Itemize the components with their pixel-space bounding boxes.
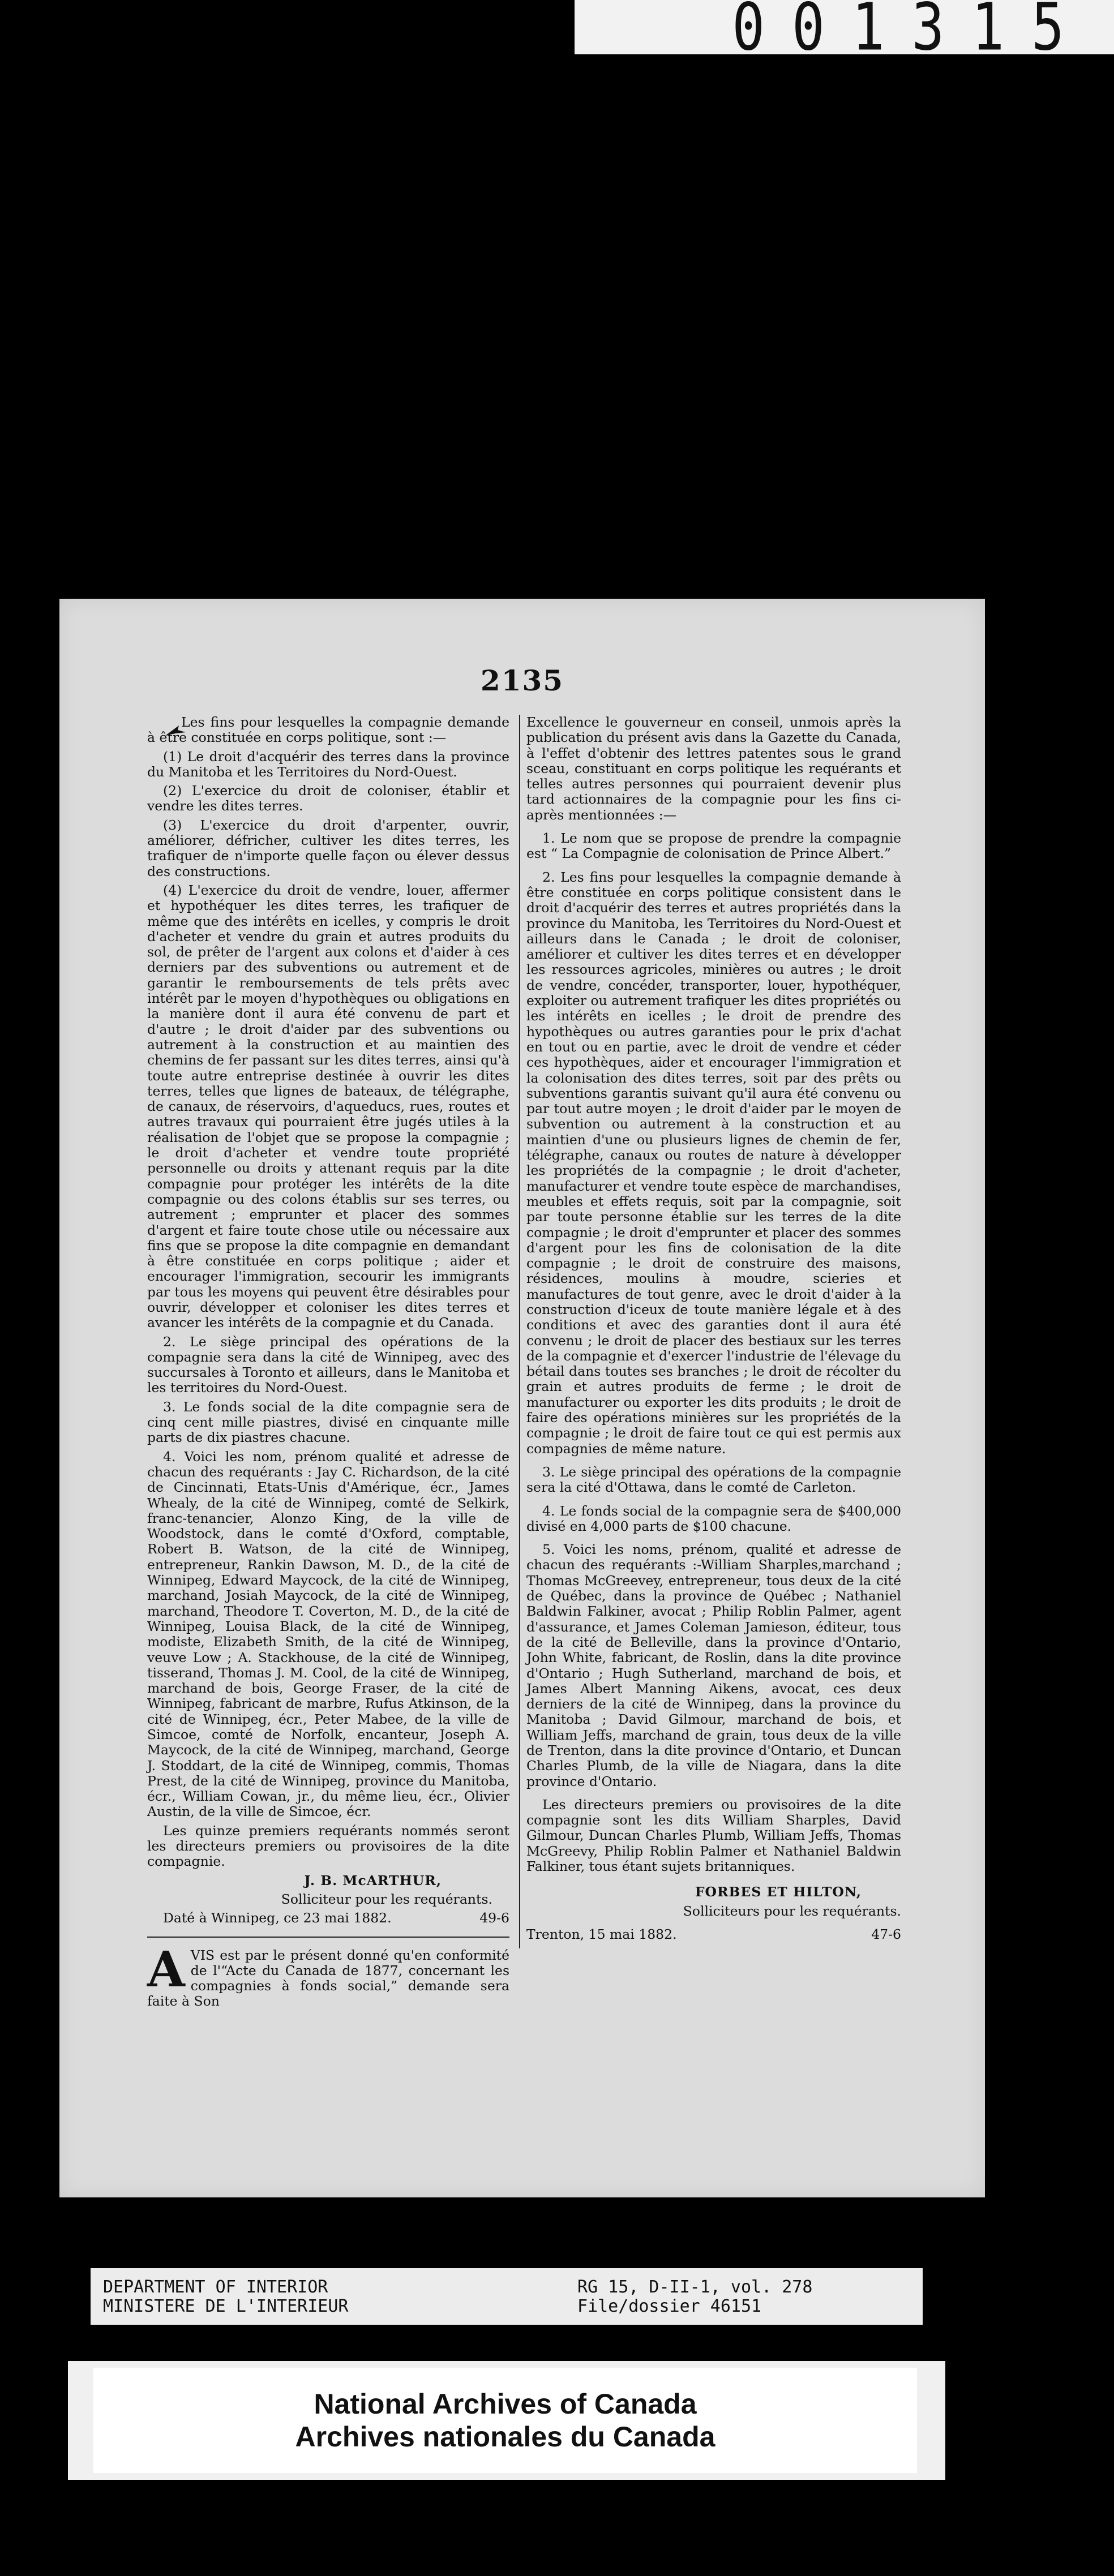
archive-reference-label <box>91 2268 923 2325</box>
film-frame-strip <box>575 0 1114 66</box>
left-para-5: (4) L'exercice du droit de vendre, louer, affermer et hypothéquer les dites terres, les trafiquer de même que des intérêts en icelles, y compris le droit d'acheter et vendre du grain et autres produits du sol, de prêter de l'argent aux colons et d'aider à ces derniers par des subventions ou autrement et de garantir le remboursements de tels prêts avec intérêt par le moyen d'hypothèques ou obligations en la manière dont il aura été convenu de part et d'autre ; le droit d'aider par des subventions ou autrement à la construction et au maintien des chemins de fer passant sur les dites terres, ainsi qu'à toute autre entreprise destinée à ouvrir les dites terres, telles que lignes de bateaux, de télégraphe, de canaux, de réservoirs, d'aqueducs, rues, routes et autres travaux qui pourraient être jugés utiles à la réalisation de l'objet que se propose la compagnie ; le droit d'acheter et vendre toute propriété personnelle ou droits y attenant requis par la dite compagnie pour protéger les intérêts de la dite compagnie ou des colons établis sur ses terres, ou autrement ; emprunter et placer des sommes d'argent et faire toute chose utile ou nécessaire aux fins que se propose la dite compagnie en demandant à être constituée en corps politique ; aider et encourager l'immigration, secourir les immigrants par tous les moyens qui peuvent être désirables pour ouvrir, développer et coloniser les dites terres et avancer les intérêts de la compagnie et du Canada. <box>147 882 509 1331</box>
right-ref: 47-6 <box>871 1926 901 1942</box>
right-para-3: 2. Les fins pour lesquelles la compagnie demande à être constituée en corps politique consistent dans le droit d'acquérir des terres et autres propriétés dans la province du Manitoba, les Territoires du Nord-Ouest et ailleurs dans le Canada ; le droit de coloniser, améliorer et cultiver les dites terres et en développer les ressources agricoles, minières ou autres ; le droit de vendre, concéder, transporter, louer, hypothéquer, exploiter ou autrement trafiquer les dites propriétés ou les intérêts en icelles ; le droit de prendre des hypothèques ou autres garanties pour le prix d'achat en tout ou en partie, avec le droit de vendre et céder ces hypothèques, aider et encourager l'immigration et la colonisation des dites terres, soit par des prêts ou subventions garantis suivant qu'il aura été convenu ou par tout autre moyen ; le droit d'aider par le moyen de subvention ou autrement à la construction et au maintien d'une ou plusieurs lignes de chemin de fer, télégraphe, canaux ou routes de nature à développer les propriétés de la compagnie ; le droit d'acheter, manufacturer et vendre toute espèce de marchandises, meubles et effets requis, soit par la compagnie, soit par toute personne établie sur les terres de la dite compagnie ; le droit d'emprunter et placer des sommes d'argent pour les fins de colonisation de la dite compagnie ; le droit de construire des maisons, résidences, moulins à moudre, scieries et manufactures de tout genre, avec le droit d'aider à la construction d'iceux de toute manière légale et à des conditions et avec des garanties dont il aura été convenu ; le droit de placer des bestiaux sur les terres de la compagnie et d'exercer l'industrie de l'élevage du bétail dans toutes ses branches ; le droit de récolter du grain et autres produits de ferme ; le droit de manufacturer ou exporter les dits produits ; le droit de faire des opérations minières sur les propriétés de la compagnie ; le droit de faire tout ce qui est permis aux compagnies de même nature. <box>526 869 901 1457</box>
right-para-6: 5. Voici les noms, prénom, qualité et adresse de chacun des requérants :-William Sharples,marchand ; Thomas McGreevey, entrepreneur, tous deux de la cité de Québec, dans la province de Québec ; Nathaniel Baldwin Falkiner, avocat ; Philip Roblin Palmer, agent d'assurance, et James Coleman Jamieson, éditeur, tous de la cité de Belleville, dans la province d'Ontario, John White, fabricant, de Roslin, dans la dite province d'Ontario ; Hugh Sutherland, marchand de bois, et James Albert Manning Aikens, avocat, ces deux derniers de la cité de Winnipeg, dans la province du Manitoba ; David Gilmour, marchand de bois, et William Jeffs, marchand de grain, tous deux de la ville de Trenton, dans la dite province d'Ontario, et Duncan Charles Plumb, de la ville de Niagara, dans la dite province d'Ontario. <box>526 1542 901 1789</box>
left-para-9: Les quinze premiers requérants nommés seront les directeurs premiers ou provisoires de la dite compagnie. <box>147 1822 509 1870</box>
newspaper-page <box>59 599 985 2197</box>
left-para-2: (1) Le droit d'acquérir des terres dans la province du Manitoba et les Territoires du Nord-Ouest. <box>147 748 509 780</box>
right-para-2: 1. Le nom que se propose de prendre la compagnie est “ La Compagnie de colonisation de Prince Albert.” <box>526 830 901 862</box>
left-dateline <box>147 1910 509 1926</box>
left-para-8: 4. Voici les nom, prénom qualité et adresse de chacun des requérants : Jay C. Richardson, de la cité de Cincinnati, Etats-Unis d'Amérique, écr., James Whealy, de la cité de Winnipeg, comté de Selkirk, franc-tenancier, Alonzo King, de la ville de Woodstock, dans le comté d'Oxford, comptable, Robert B. Watson, de la cité de Winnipeg, entrepreneur, Rankin Dawson, M. D., de la cité de Winnipeg, Edward Maycock, de la cité de Winnipeg, marchand, Josiah Maycock, de la cité de Winnipeg, marchand, Theodore T. Coverton, M. D., de la cité de Winnipeg, Louisa Black, de la cité de Winnipeg, modiste, Elizabeth Smith, de la cité de Winnipeg, veuve Low ; A. Stackhouse, de la cité de Winnipeg, tisserand, Thomas J. M. Cool, de la cité de Winnipeg, marchand de bois, George Fraser, de la cité de Winnipeg, fabricant de marbre, Rufus Atkinson, de la cité de Winnipeg, écr., Peter Mabee, de la ville de Simcoe, comté de Norfolk, encanteur, Joseph A. Maycock, de la cité de Winnipeg, marchand, George J. Stoddart, de la cité de Winnipeg, commis, Thomas Prest, de la cité de Winnipeg, province du Manitoba, écr., William Cowan, jr., du même lieu, écr., Olivier Austin, de la ville de Simcoe, écr. <box>147 1448 509 1820</box>
left-ref: 49-6 <box>479 1910 509 1926</box>
left-para-4: (3) L'exercice du droit d'arpenter, ouvrir, améliorer, défricher, cultiver les dites terres, les trafiquer de n'importe quelle façon ou élever dessus des constructions. <box>147 817 509 879</box>
archives-name-english: National Archives of Canada <box>314 2388 697 2420</box>
left-para-6: 2. Le siège principal des opérations de la compagnie sera dans la cité de Winnipeg, avec des succursales à Toronto et ailleurs, dans le Manitoba et les territoires du Nord-Ouest. <box>147 1333 509 1396</box>
right-para-5: 4. Le fonds social de la compagnie sera de $400,000 divisé en 4,000 parts de $100 chacune. <box>526 1502 901 1534</box>
archives-name-french: Archives nationales du Canada <box>295 2421 715 2453</box>
column-divider <box>519 715 520 1948</box>
right-para-7: Les directeurs premiers ou provisoires de la dite compagnie sont les dits William Sharples, David Gilmour, Duncan Charles Plumb, William Jeffs, Thomas McGreevy, Philip Roblin Palmer et Nathaniel Baldwin Falkiner, tous étant sujets britanniques. <box>526 1796 901 1875</box>
archives-credit-label <box>68 2361 945 2480</box>
right-para-4: 3. Le siège principal des opérations de la compagnie sera la cité d'Ottawa, dans le comté de Carleton. <box>526 1463 901 1496</box>
left-para-3: (2) L'exercice du droit de coloniser, établir et vendre les dites terres. <box>147 783 509 814</box>
left-separator <box>147 1937 509 1938</box>
avis-paragraph <box>147 1940 509 2010</box>
frame-number: 001315 <box>732 0 1091 66</box>
record-group-reference: RG 15, D-II-1, vol. 278 <box>577 2277 813 2297</box>
left-signature-role: Solliciteur pour les requérants. <box>281 1891 492 1907</box>
right-dateline <box>526 1927 901 1942</box>
page-number: 2135 <box>480 664 564 697</box>
left-date: Daté à Winnipeg, ce 23 mai 1882. <box>163 1910 392 1926</box>
right-date: Trenton, 15 mai 1882. <box>526 1926 677 1942</box>
file-reference: File/dossier 46151 <box>577 2296 762 2316</box>
department-english: DEPARTMENT OF INTERIOR <box>103 2277 328 2297</box>
right-signature-role: Solliciteurs pour les requérants. <box>683 1903 901 1919</box>
department-french: MINISTERE DE L'INTERIEUR <box>103 2296 349 2316</box>
left-para-1: Les fins pour lesquelles la compagnie demande à être constituée en corps politique, sont :— <box>147 714 509 746</box>
left-column <box>147 715 509 2013</box>
avis-text: VIS est par le présent donné qu'en conformité de l'“Acte du Canada de 1877, concernant les compagnies à fonds social,” demande sera faite à Son <box>147 1947 509 2010</box>
avis-dropcap: A <box>147 1940 185 1998</box>
right-para-1: Excellence le gouverneur en conseil, unmois après la publication du présent avis dans la Gazette du Canada, à l'effet d'obtenir des lettres patentes sous le grand sceau, constituant en corps politique les requérants et telles autres personnes qui pourraient devenir plus tard actionnaires de la compagnie pour les fins ci-après mentionnées :— <box>526 714 901 823</box>
right-column <box>526 715 901 1942</box>
left-para-7: 3. Le fonds social de la dite compagnie sera de cinq cent mille piastres, divisé en cinquante mille parts de dix piastres chacune. <box>147 1398 509 1446</box>
left-signature-name: J. B. McARTHUR, <box>304 1872 442 1888</box>
right-signature-name: FORBES ET HILTON, <box>695 1884 862 1900</box>
